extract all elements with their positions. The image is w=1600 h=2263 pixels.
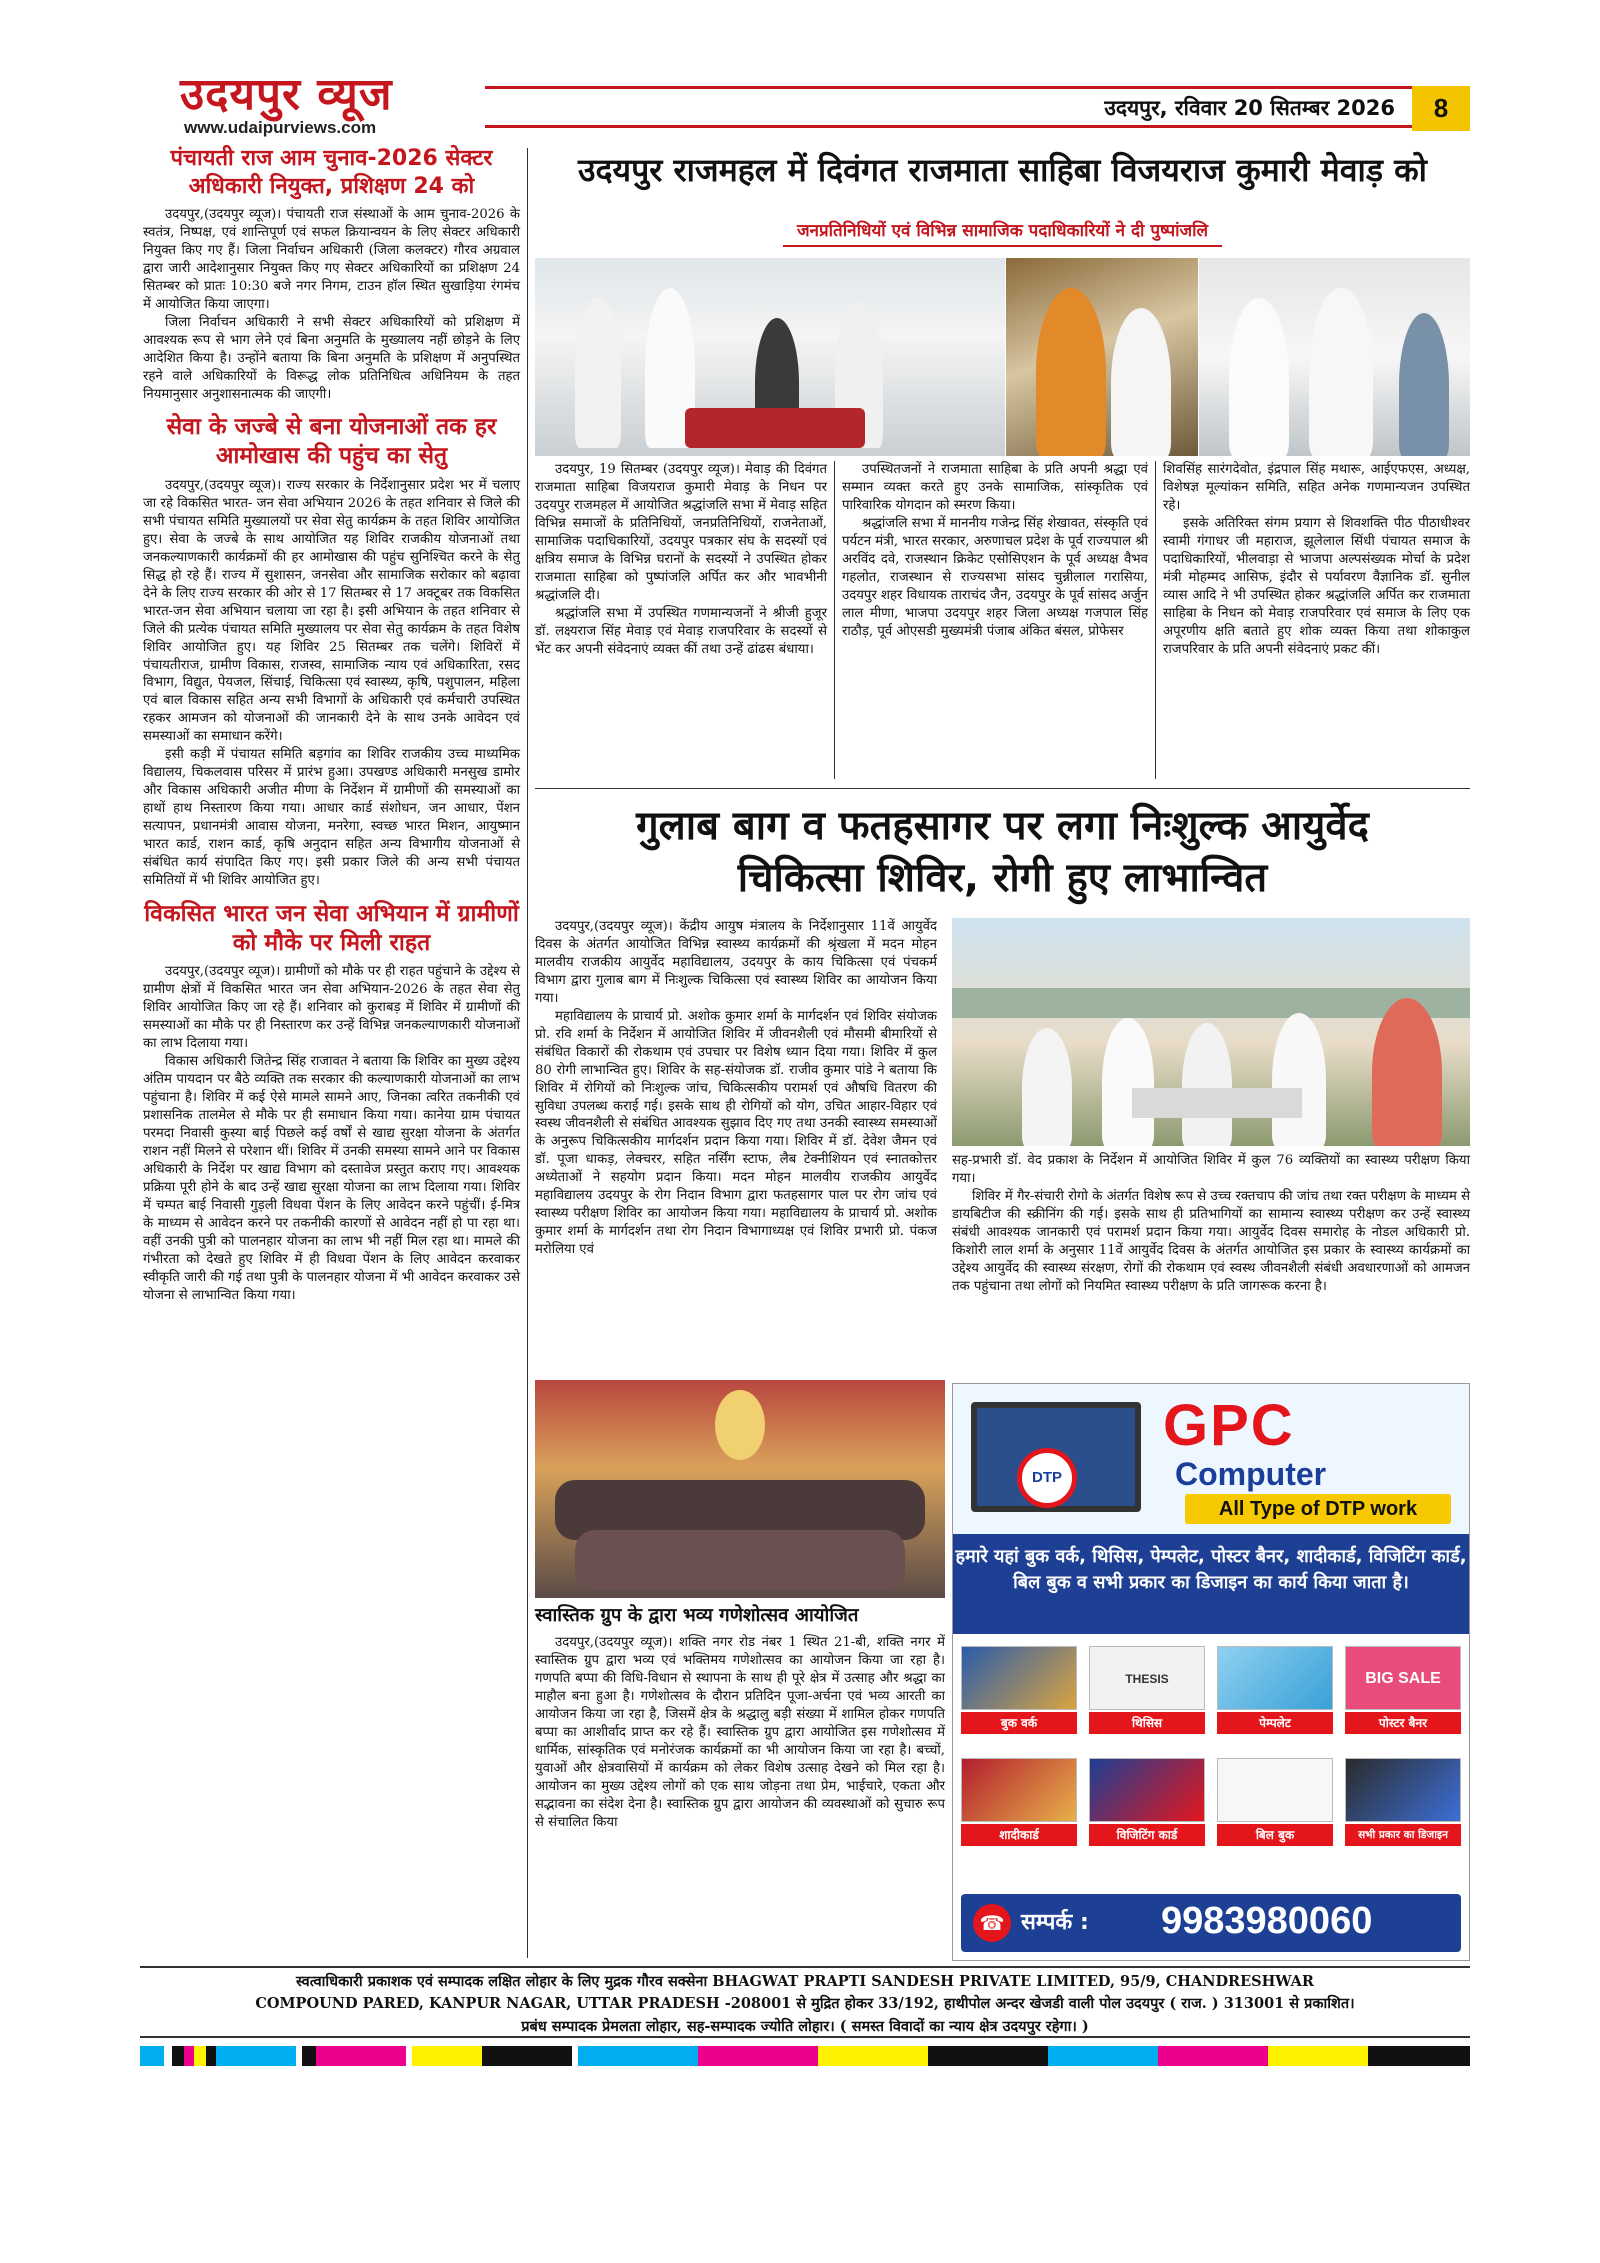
books-icon (961, 1646, 1077, 1710)
newspaper-logo[interactable] (180, 69, 490, 142)
ad-tagline: All Type of DTP work (1185, 1494, 1451, 1524)
imprint-line: COMPOUND PARED, KANPUR NAGAR, UTTAR PRADESH -208001 से मुद्रित होकर 33/192, हाथीपोल अन्दर खेजडी वाली पोल उदयपुर ( राज. ) 313001 से प्रकाशित। (255, 1995, 1355, 2013)
lead-subheadline-text: जनप्रतिनिधियों एवं विभिन्न सामाजिक पदाधिकारियों ने दी पुष्पांजलि (783, 214, 1222, 247)
color-swatch (216, 2046, 296, 2066)
pamphlet-icon (1217, 1646, 1333, 1710)
color-swatch (1048, 2046, 1158, 2066)
paragraph: श्रद्धांजलि सभा में माननीय गजेन्द्र सिंह शेखावत, संस्कृति एवं पर्यटन मंत्री, भारत सरकार, अरुणाचल प्रदेश के पूर्व राज्यपाल श्री अरविंद दवे, राजस्थान क्रिकेट एसोसिएशन के पूर्व अध्यक्ष वैभव गहलोत, राजस्थान से राज्यसभा सांसद चुन्नीलाल गरासिया, उदयपुर शहर विधायक ताराचंद जैन, उदयपुर के पूर्व सांसद अर्जुन लाल मीणा, भाजपा उदयपुर शहर जिला अध्यक्ष गजपाल सिंह राठौड़, पूर्व ओएसडी मुख्यमंत्री पंजाब अंकित बंसल, प्रोफेसर (842, 515, 1148, 639)
thesis-icon: THESIS (1089, 1646, 1205, 1710)
ad-brand-computer: Computer (1175, 1456, 1327, 1492)
article-jan-seva (143, 963, 520, 1304)
person-figure (1102, 1018, 1154, 1146)
flower-garland (685, 408, 865, 448)
visiting-card-icon (1089, 1758, 1205, 1822)
headline-jan-seva: विकसित भारत जन सेवा अभियान में ग्रामीणों को मौके पर मिली राहत (144, 900, 519, 956)
newspaper-title: उदयपुर व्यूज (180, 69, 393, 120)
phone-icon: ☎ (973, 1904, 1011, 1942)
left-column (143, 145, 520, 1935)
column-divider (1155, 461, 1156, 779)
person-figure (1399, 313, 1449, 456)
photo-tribute-right[interactable] (1199, 258, 1470, 456)
poster-icon: BIG SALE (1345, 1646, 1461, 1710)
color-swatch (1158, 2046, 1268, 2066)
article-sector-officers (143, 206, 520, 403)
lead-column-2 (842, 461, 1148, 641)
color-swatch (164, 2046, 172, 2066)
advertisement-gpc-computer[interactable] (952, 1383, 1470, 1961)
color-swatch (184, 2046, 194, 2066)
person-figure (1272, 1013, 1326, 1146)
paragraph: महाविद्यालय के प्राचार्य प्रो. अशोक कुमार शर्मा के मार्गदर्शन एवं शिविर संयोजक प्रो. रवि शर्मा के निर्देशन में आयोजित शिविर में जीवनशैली एवं मौसमी बीमारियों से संबंधित विकारों की रोकथाम एवं उपचार पर विशेष ध्यान दिया गया। शिविर में कुल 80 रोगी लाभान्वित हुए। शिविर के सह-संयोजक डॉ. राजीव कुमार पांडे ने बताया कि शिविर में रोगियों को निःशुल्क जांच, चिकित्सकीय परामर्श एवं औषधि वितरण की सुविधा उपलब्ध कराई गई। इसके साथ ही रोगियों को योग, उचित आहार-विहार एवं स्वस्थ जीवनशैली से संबंधित आवश्यक सुझाव दिए गए तथा उनकी स्वास्थ्य समस्याओं के अनुरूप चिकित्सकीय मार्गदर्शन प्रदान किया गया। शिविर में डॉ. देवेश जैमन एवं डॉ. पूजा धाकड़, लेक्चरर, सहित नर्सिंग स्टाफ, लैब टेक्नीशियन एवं स्नातकोत्तर अध्येताओं ने सहयोग प्रदान किया। मदन मोहन मालवीय राजकीय आयुर्वेद महाविद्यालय उदयपुर के रोग निदान विभाग द्वारा फतहसागर पाल पर रोग जांच एवं स्वास्थ्य परीक्षण शिविर का आयोजन किया गया। महाविद्यालय के प्राचार्य प्रो. अशोक कुमार शर्मा के मार्गदर्शन तथा रोग निदान विभागाध्यक्ष एवं शिविर प्रभारी प्रो. पंकज मरोलिया एवं (535, 1008, 937, 1258)
photo-tribute-left[interactable] (535, 258, 1005, 456)
ad-top-banner (953, 1384, 1469, 1534)
photo-ayurveda-camp[interactable] (952, 918, 1470, 1146)
ganesh-article (535, 1634, 945, 1956)
headline-seva-setu: सेवा के जज्बे से बना योजनाओं तक हर आमोखास की पहुंच का सेतु (166, 414, 497, 470)
service-label: शादीकार्ड (961, 1824, 1077, 1846)
service-tile-book-work[interactable] (961, 1646, 1077, 1734)
paragraph: विकास अधिकारी जितेन्द्र सिंह राजावत ने बताया कि शिविर का मुख्य उद्देश्य अंतिम पायदान पर बैठे व्यक्ति तक सरकार की कल्याणकारी योजनाओं का लाभ पहुंचाना है। शिविर में कई ऐसे मामले सामने आए, जिनका त्वरित तकनीकी एवं प्रशासनिक तालमेल से मौके पर ही समाधान किया गया। कानेया ग्राम पंचायत परमदा निवासी कुस्या बाई पिछले कई वर्षों से खाद्य सुरक्षा योजना के अंतर्गत राशन नहीं मिलने से परेशान थीं। शिविर में उनकी समस्या सामने आने पर विकास अधिकारी के निर्देश पर खाद्य विभाग को दस्तावेज प्रस्तुत कराए गए। आवश्यक प्रक्रिया पूरी होने के बाद उन्हें खाद्य सुरक्षा योजना का लाभ दिलाया गया। शिविर में चम्पत बाई निवासी गुड़ली विधवा पेंशन के लिए आवेदन करने पहुंचीं। ई-मित्र के माध्यम से आवेदन करने पर तकनीकी कारणों से आवेदन नहीं हो पा रहा था। वहीं उनकी पुत्री को पालनहार योजना का लाभ भी नहीं मिल रहा था। मामले की गंभीरता को देखते हुए शिविर में ही विधवा पेंशन के लिए आवेदन करवाकर स्वीकृति जारी की गई तथा पुत्री के पालनहार योजना में भी आवेदन करवाकर उसे योजना से लाभान्वित किया गया। (143, 1054, 520, 1303)
service-label: सभी प्रकार का डिजाइन (1345, 1824, 1461, 1846)
column-divider (834, 461, 835, 779)
paragraph: उदयपुर,(उदयपुर व्यूज)। शक्ति नगर रोड नंबर 1 स्थित 21-बी, शक्ति नगर में स्वास्तिक ग्रुप द्वारा भव्य एवं भक्तिमय गणेशोत्सव का आयोजन किया जा रहा है। गणपति बप्पा की विधि-विधान से स्थापना के साथ ही पूरे क्षेत्र में उत्साह और श्रद्धा का माहौल बना हुआ है। गणेशोत्सव के दौरान प्रतिदिन पूजा-अर्चना एवं भव्य आरती का आयोजन किया जा रहा है, जिसमें क्षेत्र के श्रद्धालु बड़ी संख्या में शामिल होकर गणपति बप्पा का आशीर्वाद प्राप्त कर रहे हैं। स्वास्तिक ग्रुप द्वारा आयोजित इस गणेशोत्सव में धार्मिक, सांस्कृतिक एवं मनोरंजक कार्यक्रमों का भी आयोजन किया जा रहा है। बच्चों, युवाओं और क्षेत्रवासियों में कार्यक्रम को लेकर विशेष उत्साह देखने को मिल रहा है। आयोजन का मुख्य उद्देश्य लोगों को एक साथ जोड़ना तथा प्रेम, भाईचारे, एकता और सद्भावना का संदेश देना है। स्वास्तिक ग्रुप द्वारा आयोजन की व्यवस्थाओं को सुचारु रूप से संचालित किया (535, 1635, 945, 1830)
service-label: पोस्टर बैनर (1345, 1712, 1461, 1734)
headline-sector-officers: पंचायती राज आम चुनाव-2026 सेक्टर अधिकारी नियुक्त, प्रशिक्षण 24 को (170, 146, 493, 199)
person-figure (1229, 298, 1289, 456)
person-figure (575, 298, 621, 448)
color-swatch (928, 2046, 1048, 2066)
ayurveda-headline-line2: चिकित्सा शिविर, रोगी हुए लाभान्वित (737, 855, 1268, 901)
service-label: विजिटिंग कार्ड (1089, 1824, 1205, 1846)
paragraph: उदयपुर, 19 सितम्बर (उदयपुर व्यूज)। मेवाड़ की दिवंगत राजमाता साहिबा विजयराज कुमारी मेवाड़ के निधन पर उदयपुर राजमहल में आयोजित श्रद्धांजलि सभा में मेवाड़ सहित विभिन्न समाजों के प्रतिनिधियों, जनप्रतिनिधियों, राजनेताओं, सामाजिक पदाधिकारियों, उदयपुर पत्रकार संघ के सदस्यों एवं क्षत्रिय समाज के विभिन्न घरानों के सदस्यों ने उपस्थित होकर राजमाता साहिबा को पुष्पांजलि अर्पित कर और भावभीनी श्रद्धांजलि दी। (535, 462, 827, 603)
lead-subheadline (535, 214, 1470, 247)
page-number: 8 (1412, 86, 1470, 131)
design-software-icon (1345, 1758, 1461, 1822)
color-swatch (140, 2046, 164, 2066)
lead-headline: उदयपुर राजमहल में दिवंगत राजमाता साहिबा विजयराज कुमारी मेवाड़ को (578, 151, 1427, 189)
paragraph: श्रद्धांजलि सभा में उपस्थित गणमान्यजनों ने श्रीजी हुजूर डॉ. लक्ष्यराज सिंह मेवाड़ एवं मेवाड़ राजपरिवार के सदस्यों से भेंट कर अपनी संवेदनाएं व्यक्त कीं तथा उन्हें ढांढस बंधाया। (535, 605, 827, 657)
paragraph: उदयपुर,(उदयपुर व्यूज)। केंद्रीय आयुष मंत्रालय के निर्देशानुसार 11वें आयुर्वेद दिवस के अंतर्गत आयोजित विभिन्न स्वास्थ्य कार्यक्रमों की श्रृंखला में मदन मोहन मालवीय राजकीय आयुर्वेद महाविद्यालय, उदयपुर के काय चिकित्सा एवं पंचकर्म विभाग द्वारा गुलाब बाग में निःशुल्क चिकित्सा एवं स्वास्थ्य शिविर का आयोजन किया गया। (535, 919, 937, 1006)
paragraph: उदयपुर,(उदयपुर व्यूज)। पंचायती राज संस्थाओं के आम चुनाव-2026 के स्वतंत्र, निष्पक्ष, एवं शान्तिपूर्ण एवं सफल क्रियान्वयन के लिए सेक्टर अधिकारी नियुक्त किए गए हैं। जिला निर्वाचन अधिकारी (जिला कलक्टर) गौरव अग्रवाल द्वारा जारी आदेशानुसार नियुक्त किए गए सेक्टर अधिकारियों का प्रशिक्षण 24 सितम्बर को प्रातः 10:30 बजे नगर निगम, टाउन हॉल स्थित सुखाड़िया रंगमंच में आयोजित किया जाएगा। (143, 207, 520, 312)
color-swatch (818, 2046, 928, 2066)
newspaper-url[interactable]: www.udaipurviews.com (184, 118, 377, 137)
paragraph: उदयपुर,(उदयपुर व्यूज)। राज्य सरकार के निर्देशानुसार प्रदेश भर में चलाए जा रहे विकसित भारत- जन सेवा अभियान 2026 के तहत शनिवार से जिले की सभी पंचायत समिति मुख्यालयों पर सेवा सेतु कार्यक्रम के तहत शिविर आयोजित हुए। सेवा के जज्बे के साथ आयोजित यह शिविर राजकीय योजनाओं तथा जनकल्याणकारी कार्यक्रमों की हर आमोखास की पहुंच सुनिश्चित करने के सेतु सिद्ध हो रहे हैं। राज्य में सुशासन, जनसेवा और सामाजिक सरोकार को बढ़ावा देने के लिए राज्य सरकार की ओर से 17 सितम्बर से 17 अक्टूबर तक विकसित भारत-जन सेवा अभियान चलाया जा रहा है। इसी अभियान के तहत शनिवार से जिले की प्रत्येक पंचायत समिति मुख्यालय पर सेवा सेतु कार्यक्रम के तहत विशेष शिविर आयोजित हुए। यह शिविर 25 सितम्बर तक चलेंगे। शिविरों में पंचायतीराज, ग्रामीण विकास, राजस्व, सामाजिक न्याय एवं अधिकारिता, रसद विभाग, विद्युत, पेयजल, सिंचाई, चिकित्सा एवं स्वास्थ्य, कृषि, पशुपालन, महिला एवं बाल विकास सहित अन्य सभी विभागों के अधिकारी एवं कर्मचारी उपस्थित रहकर आमजन को योजनाओं की जानकारी देने के साथ उनके आवेदन एवं समस्याओं का समाधान करेंगे। (143, 477, 520, 745)
imprint-line: प्रबंध सम्पादक प्रेमलता लोहार, सह-सम्पादक ज्योति लोहार। ( समस्त विवादों का न्याय क्षेत्र उदयपुर रहेगा। ) (521, 2017, 1089, 2035)
paragraph: इसी कड़ी में पंचायत समिति बड़गांव का शिविर राजकीय उच्च माध्यमिक विद्यालय, चिकलवास परिसर में प्रारंभ हुआ। उपखण्ड अधिकारी मनसुख डामोर और विकास अधिकारी अजीत मीणा के निर्देशन में ग्रामीणों की समस्याओं का हाथों हाथ निस्तारण किया गया। आधार कार्ड संशोधन, जन आधार, पेंशन सत्यापन, प्रधानमंत्री आवास योजना, मनरेगा, स्वच्छ भारत मिशन, आयुष्मान भारत कार्ड, राशन कार्ड, कृषि अनुदान सहित अन्य विभागीय योजनाओं से संबंधित कार्य संपादित किए गए। इसी प्रकार जिले की अन्य सभी पंचायत समितियों में भी शिविर आयोजित हुए। (143, 747, 520, 888)
lead-column-1 (535, 461, 827, 658)
ayurveda-headline (535, 800, 1470, 904)
person-figure (1036, 288, 1106, 456)
color-swatch (412, 2046, 482, 2066)
service-tile-all-design[interactable] (1345, 1758, 1461, 1846)
ad-brand-gpc: GPC (1163, 1393, 1295, 1458)
issue-date: उदयपुर, रविवार 20 सितम्बर 2026 (1104, 96, 1395, 120)
service-label: बुक वर्क (961, 1712, 1077, 1734)
section-divider (535, 788, 1470, 789)
ad-offer-text: हमारे यहां बुक वर्क, थिसिस, पेम्पलेट, पोस्टर बैनर, शादीकार्ड, विजिटिंग कार्ड, बिल बुक व सभी प्रकार का डिजाइन का कार्य किया जाता है। (953, 1534, 1469, 1634)
group-front-row (575, 1530, 905, 1590)
paragraph: जिला निर्वाचन अधिकारी ने सभी सेक्टर अधिकारियों को प्रशिक्षण में आवश्यक रूप से भाग लेने एवं बिना अनुमति के मुख्यालय नहीं छोड़ने के लिए आदेशित किया है। उन्होंने बताया कि बिना अनुमति के प्रशिक्षण में अनुपस्थित रहने वाले अधिकारियों के विरूद्ध लोक प्रतिनिधित्व अधिनियम के तहत नियमानुसार अनुशासनात्मक की जाएगी। (143, 314, 520, 402)
service-tile-thesis[interactable] (1089, 1646, 1205, 1734)
person-figure (1182, 1023, 1232, 1146)
ganesha-idol (715, 1390, 765, 1460)
color-swatch (316, 2046, 406, 2066)
color-swatch (578, 2046, 698, 2066)
header-bar (485, 86, 1470, 128)
wedding-card-icon (961, 1758, 1077, 1822)
paragraph: सह-प्रभारी डॉ. वेद प्रकाश के निर्देशन में आयोजित शिविर में कुल 76 व्यक्तियों का स्वास्थ्य परीक्षण किया गया। (952, 1153, 1470, 1186)
paragraph: शिविर में गैर-संचारी रोगो के अंतर्गत विशेष रूप से उच्च रक्तचाप की जांच तथा रक्त परीक्षण के माध्यम से डायबिटीज की स्क्रीनिंग की गई। इसके साथ ही प्रतिभागियों का सामान्य स्वास्थ्य परीक्षण कर उन्हें स्वास्थ्य संबंधी आवश्यक जानकारी एवं परामर्श प्रदान किया गया। आयुर्वेद दिवस समारोह के नोडल अधिकारी प्रो. किशोरी लाल शर्मा के अनुसार 11वें आयुर्वेद दिवस के अंतर्गत आयोजित इस प्रकार के स्वास्थ्य कार्यक्रमों का उद्देश्य आयुर्वेद की स्वास्थ्य संरक्षण, रोगों की रोकथाम एवं स्वस्थ जीवनशैली संबंधी अवधारणाओं को आमजन तक पहुंचाना तथा लोगों को नियमित स्वास्थ्य परीक्षण के प्रति जागरूक करना है। (952, 1188, 1470, 1294)
service-tile-poster-banner[interactable] (1345, 1646, 1461, 1734)
ayurveda-headline-line1: गुलाब बाग व फतहसागर पर लगा निःशुल्क आयुर्वेद (636, 803, 1369, 849)
service-tile-visiting-card[interactable] (1089, 1758, 1205, 1846)
paragraph: इसके अतिरिक्त संगम प्रयाग से शिवशक्ति पीठ पीठाधीश्वर स्वामी गंगाधर जी महाराज, झूलेलाल सिंधी पंचायत समाज के पदाधिकारियों, भीलवाड़ा से भाजपा अल्पसंख्यक मोर्चा के प्रदेश मंत्री मोहम्मद आसिफ, इंदौर से पर्यावरण वैज्ञानिक डॉ. सुनील व्यास आदि ने भी उपस्थित होकर श्रद्धांजलि अर्पित कर राजमाता साहिबा के निधन को मेवाड़ राजपरिवार एवं समाज के लिए एक अपूरणीय क्षति बताते हुए शोक व्यक्त किया तथा शोकाकुल राजपरिवार के प्रति अपनी संवेदनाएं प्रकट कीं। (1163, 515, 1470, 657)
paragraph: उदयपुर,(उदयपुर व्यूज)। ग्रामीणों को मौके पर ही राहत पहुंचाने के उद्देश्य से ग्रामीण क्षेत्रों में विकसित भारत जन सेवा अभियान-2026 के तहत सेवा सेतु शिविर आयोजित किए जा रहे हैं। शनिवार को कुराबड़ में शिविर में ग्रामीणों की समस्याओं का मौके पर ही निस्तारण कर उन्हें विभिन्न जनकल्याणकारी योजनाओं का लाभ दिलाया गया। (143, 964, 520, 1052)
color-swatch (206, 2046, 216, 2066)
photo-ganeshotsav[interactable] (535, 1380, 945, 1598)
service-label: पेम्पलेट (1217, 1712, 1333, 1734)
paragraph: उपस्थितजनों ने राजमाता साहिबा के प्रति अपनी श्रद्धा एवं सम्मान व्यक्त करते हुए उनके सामाजिक, सांस्कृतिक एवं पारिवारिक योगदान को स्मरण किया। (842, 462, 1148, 513)
contact-label: सम्पर्क : (1021, 1910, 1089, 1935)
color-swatch (172, 2046, 184, 2066)
camp-table (1132, 1088, 1302, 1118)
ayurveda-column-1 (535, 918, 937, 1376)
masthead (140, 69, 1470, 142)
lead-column-3 (1163, 461, 1470, 658)
service-tile-bill-book[interactable] (1217, 1758, 1333, 1846)
color-swatch (482, 2046, 572, 2066)
color-swatch (194, 2046, 206, 2066)
dtp-badge: DTP (1017, 1448, 1077, 1508)
color-swatch (302, 2046, 316, 2066)
article-seva-setu (143, 477, 520, 890)
column-divider (527, 148, 528, 1958)
bill-book-icon (1217, 1758, 1333, 1822)
person-figure (1309, 288, 1373, 456)
service-label: थिसिस (1089, 1712, 1205, 1734)
ayurveda-column-2 (952, 1152, 1470, 1296)
service-label: बिल बुक (1217, 1824, 1333, 1846)
service-tile-pamphlet[interactable] (1217, 1646, 1333, 1734)
contact-phone-number[interactable]: 9983980060 (1161, 1900, 1373, 1942)
service-tile-wedding-card[interactable] (961, 1758, 1077, 1846)
ganesh-headline: स्वास्तिक ग्रुप के द्वारा भव्य गणेशोत्सव आयोजित (535, 1605, 859, 1626)
imprint-line: स्वत्वाधिकारी प्रकाशक एवं सम्पादक लक्षित लोहार के लिए मुद्रक गौरव सक्सेना BHAGWAT PRAPTI SANDESH PRIVATE LIMITED, 95/9, CHANDRESHWAR (296, 1973, 1314, 1990)
imprint-footer (140, 1966, 1470, 2038)
person-figure (1372, 998, 1442, 1146)
color-swatch (1368, 2046, 1470, 2066)
photo-tribute-center[interactable] (1006, 258, 1198, 456)
ad-contact-bar[interactable] (961, 1894, 1461, 1952)
person-figure (1022, 1028, 1072, 1146)
color-swatch (1268, 2046, 1368, 2066)
color-swatch (698, 2046, 818, 2066)
print-color-bar (140, 2046, 1470, 2066)
paragraph: शिवसिंह सारंगदेवोत, इंद्रपाल सिंह मथारू, आईएफएस, अध्यक्ष, विशेषज्ञ मूल्यांकन समिति, सहित अनेक गणमान्यजन उपस्थित रहे। (1163, 462, 1470, 513)
monitor-icon (971, 1402, 1141, 1512)
person-figure (1111, 308, 1171, 456)
